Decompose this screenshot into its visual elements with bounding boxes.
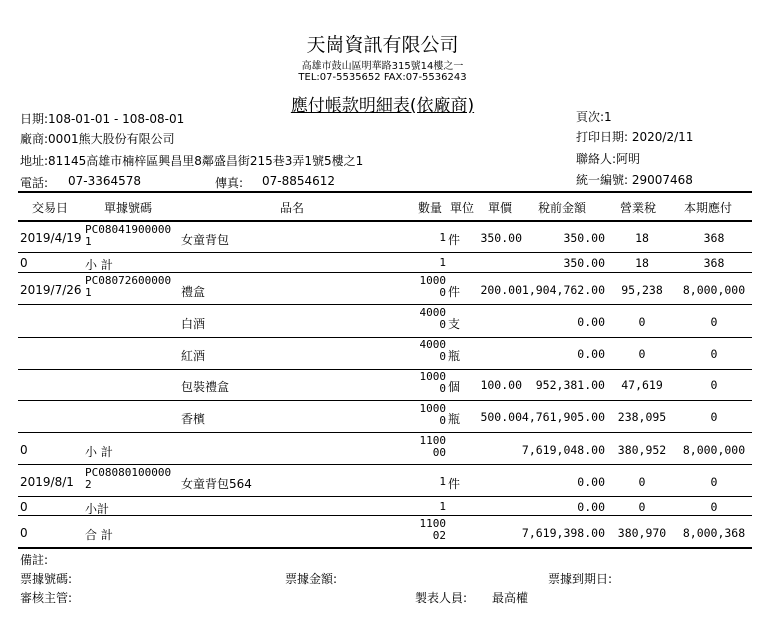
row-pretax: 4,761,905.00 bbox=[521, 410, 605, 424]
row-doc-no: PC080726000001 bbox=[85, 274, 172, 299]
print-date: 打印日期: 2020/2/11 bbox=[576, 130, 694, 144]
row-pretax: 350.00 bbox=[563, 256, 605, 270]
row-payable: 8,000,368 bbox=[682, 526, 746, 540]
row-payable: 0 bbox=[710, 315, 718, 329]
row-unit: 件 bbox=[448, 477, 461, 491]
row-divider bbox=[18, 252, 752, 253]
row-qty: 110002 bbox=[419, 517, 446, 542]
row-price: 100.00 bbox=[480, 378, 522, 392]
fax-label: 傳真: bbox=[215, 176, 244, 190]
row-unit: 支 bbox=[448, 317, 461, 331]
row-tax: 0 bbox=[638, 347, 646, 361]
row-tax: 95,238 bbox=[621, 283, 663, 297]
row-pretax: 0.00 bbox=[577, 347, 605, 361]
row-unit: 瓶 bbox=[448, 349, 461, 363]
row-item: 紅酒 bbox=[181, 349, 206, 363]
row-pretax: 7,619,048.00 bbox=[521, 443, 605, 457]
doc-number-label: 票據號碼: bbox=[20, 572, 73, 586]
company-name: 天崗資訊有限公司 bbox=[306, 34, 459, 56]
row-date: 2019/8/1 bbox=[20, 475, 74, 489]
row-price: 500.00 bbox=[480, 410, 522, 424]
row-qty: 10000 bbox=[419, 370, 446, 395]
table-top-rule bbox=[18, 191, 752, 193]
row-qty: 1 bbox=[439, 500, 446, 513]
row-price: 350.00 bbox=[480, 231, 522, 245]
row-tax: 47,619 bbox=[621, 378, 663, 392]
row-doc-no: PC080801000002 bbox=[85, 466, 172, 491]
row-qty: 1 bbox=[439, 256, 446, 269]
row-unit: 件 bbox=[448, 233, 461, 247]
row-payable: 8,000,000 bbox=[682, 443, 746, 457]
row-qty: 1 bbox=[439, 475, 446, 488]
vendor-name: 廠商:0001熊大股份有限公司 bbox=[20, 132, 175, 146]
row-tax: 18 bbox=[635, 256, 649, 270]
row-qty: 40000 bbox=[419, 338, 446, 363]
row-subtotal-label: 小 計 bbox=[85, 258, 113, 272]
row-divider bbox=[18, 496, 752, 497]
doc-amount-label: 票據金額: bbox=[285, 572, 338, 586]
row-date: 0 bbox=[20, 443, 28, 457]
col-price-header: 單價 bbox=[488, 201, 513, 215]
row-date: 0 bbox=[20, 526, 28, 540]
row-payable: 8,000,000 bbox=[682, 283, 746, 297]
row-pretax: 0.00 bbox=[577, 315, 605, 329]
row-pretax: 1,904,762.00 bbox=[521, 283, 605, 297]
row-tax: 380,970 bbox=[617, 526, 667, 540]
row-payable: 368 bbox=[703, 256, 725, 270]
phone-value: 07-3364578 bbox=[68, 174, 142, 188]
row-price: 200.00 bbox=[480, 283, 522, 297]
preparer-name: 最高權 bbox=[492, 591, 529, 605]
row-qty: 1 bbox=[439, 231, 446, 244]
row-tax: 0 bbox=[638, 475, 646, 489]
col-tax-header: 營業稅 bbox=[620, 201, 657, 215]
row-pretax: 952,381.00 bbox=[535, 378, 605, 392]
row-doc-no: PC080419000001 bbox=[85, 223, 172, 248]
tax-id: 統一編號: 29007468 bbox=[576, 173, 693, 187]
row-unit: 瓶 bbox=[448, 412, 461, 426]
row-qty: 110000 bbox=[419, 434, 446, 459]
col-payable-header: 本期應付 bbox=[684, 201, 733, 215]
page-number: 頁次:1 bbox=[576, 110, 612, 124]
col-pretax-header: 稅前金額 bbox=[538, 201, 587, 215]
row-subtotal-label: 小計 bbox=[85, 502, 110, 516]
row-divider bbox=[18, 432, 752, 433]
col-item-header: 品名 bbox=[280, 201, 305, 215]
row-qty: 10000 bbox=[419, 402, 446, 427]
fax-value: 07-8854612 bbox=[262, 174, 336, 188]
row-tax: 0 bbox=[638, 500, 646, 514]
col-unit-header: 單位 bbox=[450, 201, 475, 215]
table-header-rule bbox=[18, 220, 752, 222]
col-qty-header: 數量 bbox=[418, 201, 443, 215]
row-tax: 18 bbox=[635, 231, 649, 245]
row-pretax: 7,619,398.00 bbox=[521, 526, 605, 540]
row-tax: 238,095 bbox=[617, 410, 667, 424]
row-qty: 10000 bbox=[419, 274, 446, 299]
row-payable: 0 bbox=[710, 347, 718, 361]
row-item: 包裝禮盒 bbox=[181, 380, 230, 394]
row-payable: 0 bbox=[710, 378, 718, 392]
contact-person: 聯絡人:阿明 bbox=[576, 152, 641, 166]
row-total-label: 合 計 bbox=[85, 528, 113, 542]
row-date: 2019/4/19 bbox=[20, 231, 82, 245]
row-date: 2019/7/26 bbox=[20, 283, 82, 297]
row-divider bbox=[18, 369, 752, 370]
row-divider bbox=[18, 464, 752, 465]
row-divider bbox=[18, 272, 752, 273]
row-pretax: 350.00 bbox=[563, 231, 605, 245]
row-qty: 40000 bbox=[419, 306, 446, 331]
preparer-label: 製表人員: bbox=[415, 591, 468, 605]
doc-due-label: 票據到期日: bbox=[548, 572, 613, 586]
company-address: 高雄市鼓山區明華路315號14樓之一 bbox=[301, 61, 464, 72]
row-item: 女童背包 bbox=[181, 233, 230, 247]
phone-label: 電話: bbox=[20, 176, 49, 190]
row-unit: 個 bbox=[448, 380, 461, 394]
row-payable: 368 bbox=[703, 231, 725, 245]
date-range: 日期:108-01-01 - 108-08-01 bbox=[20, 112, 185, 126]
row-pretax: 0.00 bbox=[577, 475, 605, 489]
row-tax: 380,952 bbox=[617, 443, 667, 457]
row-item: 女童背包564 bbox=[181, 477, 252, 491]
row-item: 白酒 bbox=[181, 317, 206, 331]
row-divider bbox=[18, 400, 752, 401]
col-date-header: 交易日 bbox=[32, 201, 69, 215]
row-divider bbox=[18, 304, 752, 305]
reviewer-label: 審核主管: bbox=[20, 591, 73, 605]
row-divider bbox=[18, 337, 752, 338]
row-subtotal-label: 小 計 bbox=[85, 445, 113, 459]
row-payable: 0 bbox=[710, 410, 718, 424]
company-tel-fax: TEL:07-5535652 FAX:07-5536243 bbox=[298, 72, 467, 83]
report-title-text: 應付帳款明細表(依廠商) bbox=[290, 96, 475, 116]
row-item: 香檳 bbox=[181, 412, 206, 426]
row-divider bbox=[18, 515, 752, 516]
col-doc-header: 單據號碼 bbox=[104, 201, 153, 215]
row-payable: 0 bbox=[710, 500, 718, 514]
row-date: 0 bbox=[20, 500, 28, 514]
row-tax: 0 bbox=[638, 315, 646, 329]
row-unit: 件 bbox=[448, 285, 461, 299]
row-date: 0 bbox=[20, 256, 28, 270]
row-payable: 0 bbox=[710, 475, 718, 489]
table-bottom-rule bbox=[18, 547, 752, 549]
remarks-label: 備註: bbox=[20, 553, 49, 567]
row-pretax: 0.00 bbox=[577, 500, 605, 514]
vendor-address: 地址:81145高雄市楠梓區興昌里8鄰盛昌街215巷3弄1號5樓之1 bbox=[20, 154, 364, 168]
row-item: 禮盒 bbox=[181, 285, 206, 299]
